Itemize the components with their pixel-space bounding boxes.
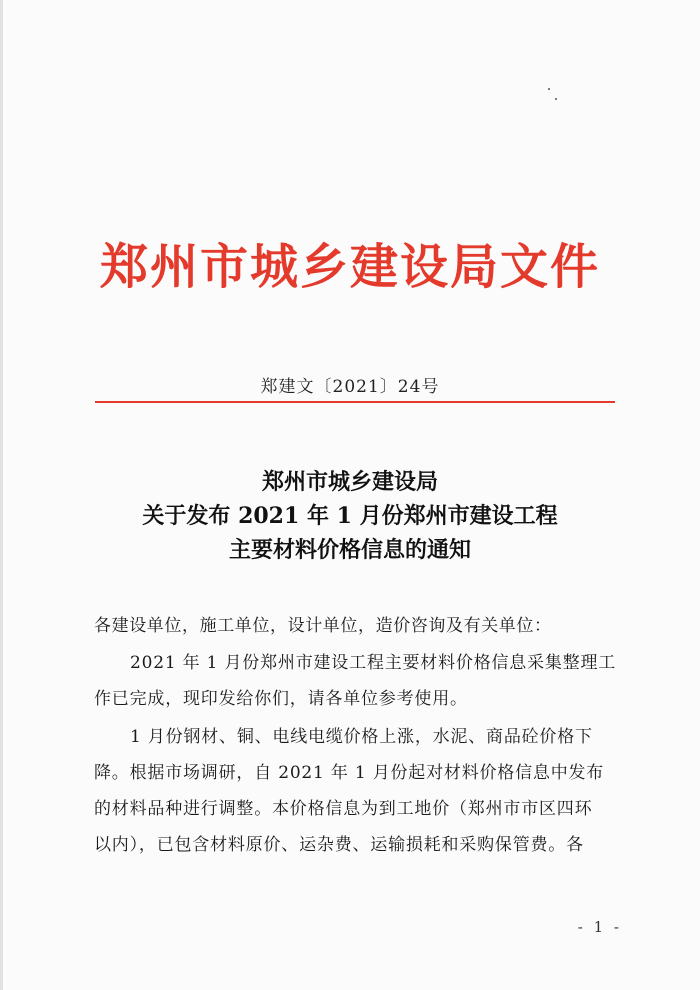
- notice-title-line-2: 关于发布 2021 年 1 月份郑州市建设工程: [142, 503, 558, 529]
- paragraph-1-line-2: 作已完成，现印发给你们，请各单位参考使用。: [94, 689, 468, 709]
- scan-speck: [555, 98, 557, 100]
- scan-speck: [548, 88, 550, 90]
- red-divider-line: [95, 401, 615, 403]
- page-number: - 1 -: [577, 918, 622, 936]
- notice-title-line-3: 主要材料价格信息的通知: [228, 537, 471, 563]
- notice-title-line-1: 郑州市城乡建设局: [261, 469, 438, 495]
- document-header-title: 郑州市城乡建设局文件: [99, 239, 600, 295]
- paragraph-2-line-2: 降。根据市场调研，自 2021 年 1 月份起对材料价格信息中发布: [94, 763, 605, 783]
- paragraph-2-line-1: 1 月份钢材、铜、电线电缆价格上涨，水泥、商品砼价格下: [130, 727, 593, 747]
- paragraph-2-line-4: 以内），已包含材料原价、运杂费、运输损耗和采购保管费。各: [94, 835, 584, 855]
- salutation: 各建设单位，施工单位，设计单位，造价咨询及有关单位：: [94, 616, 552, 636]
- paragraph-1-line-1: 2021 年 1 月份郑州市建设工程主要材料价格信息采集整理工: [130, 653, 617, 673]
- paragraph-2-line-3: 的材料品种进行调整。本价格信息为到工地价（郑州市市区四环: [94, 799, 593, 819]
- notice-title: [0, 465, 700, 567]
- document-number: 郑建文〔2021〕24号: [260, 377, 440, 397]
